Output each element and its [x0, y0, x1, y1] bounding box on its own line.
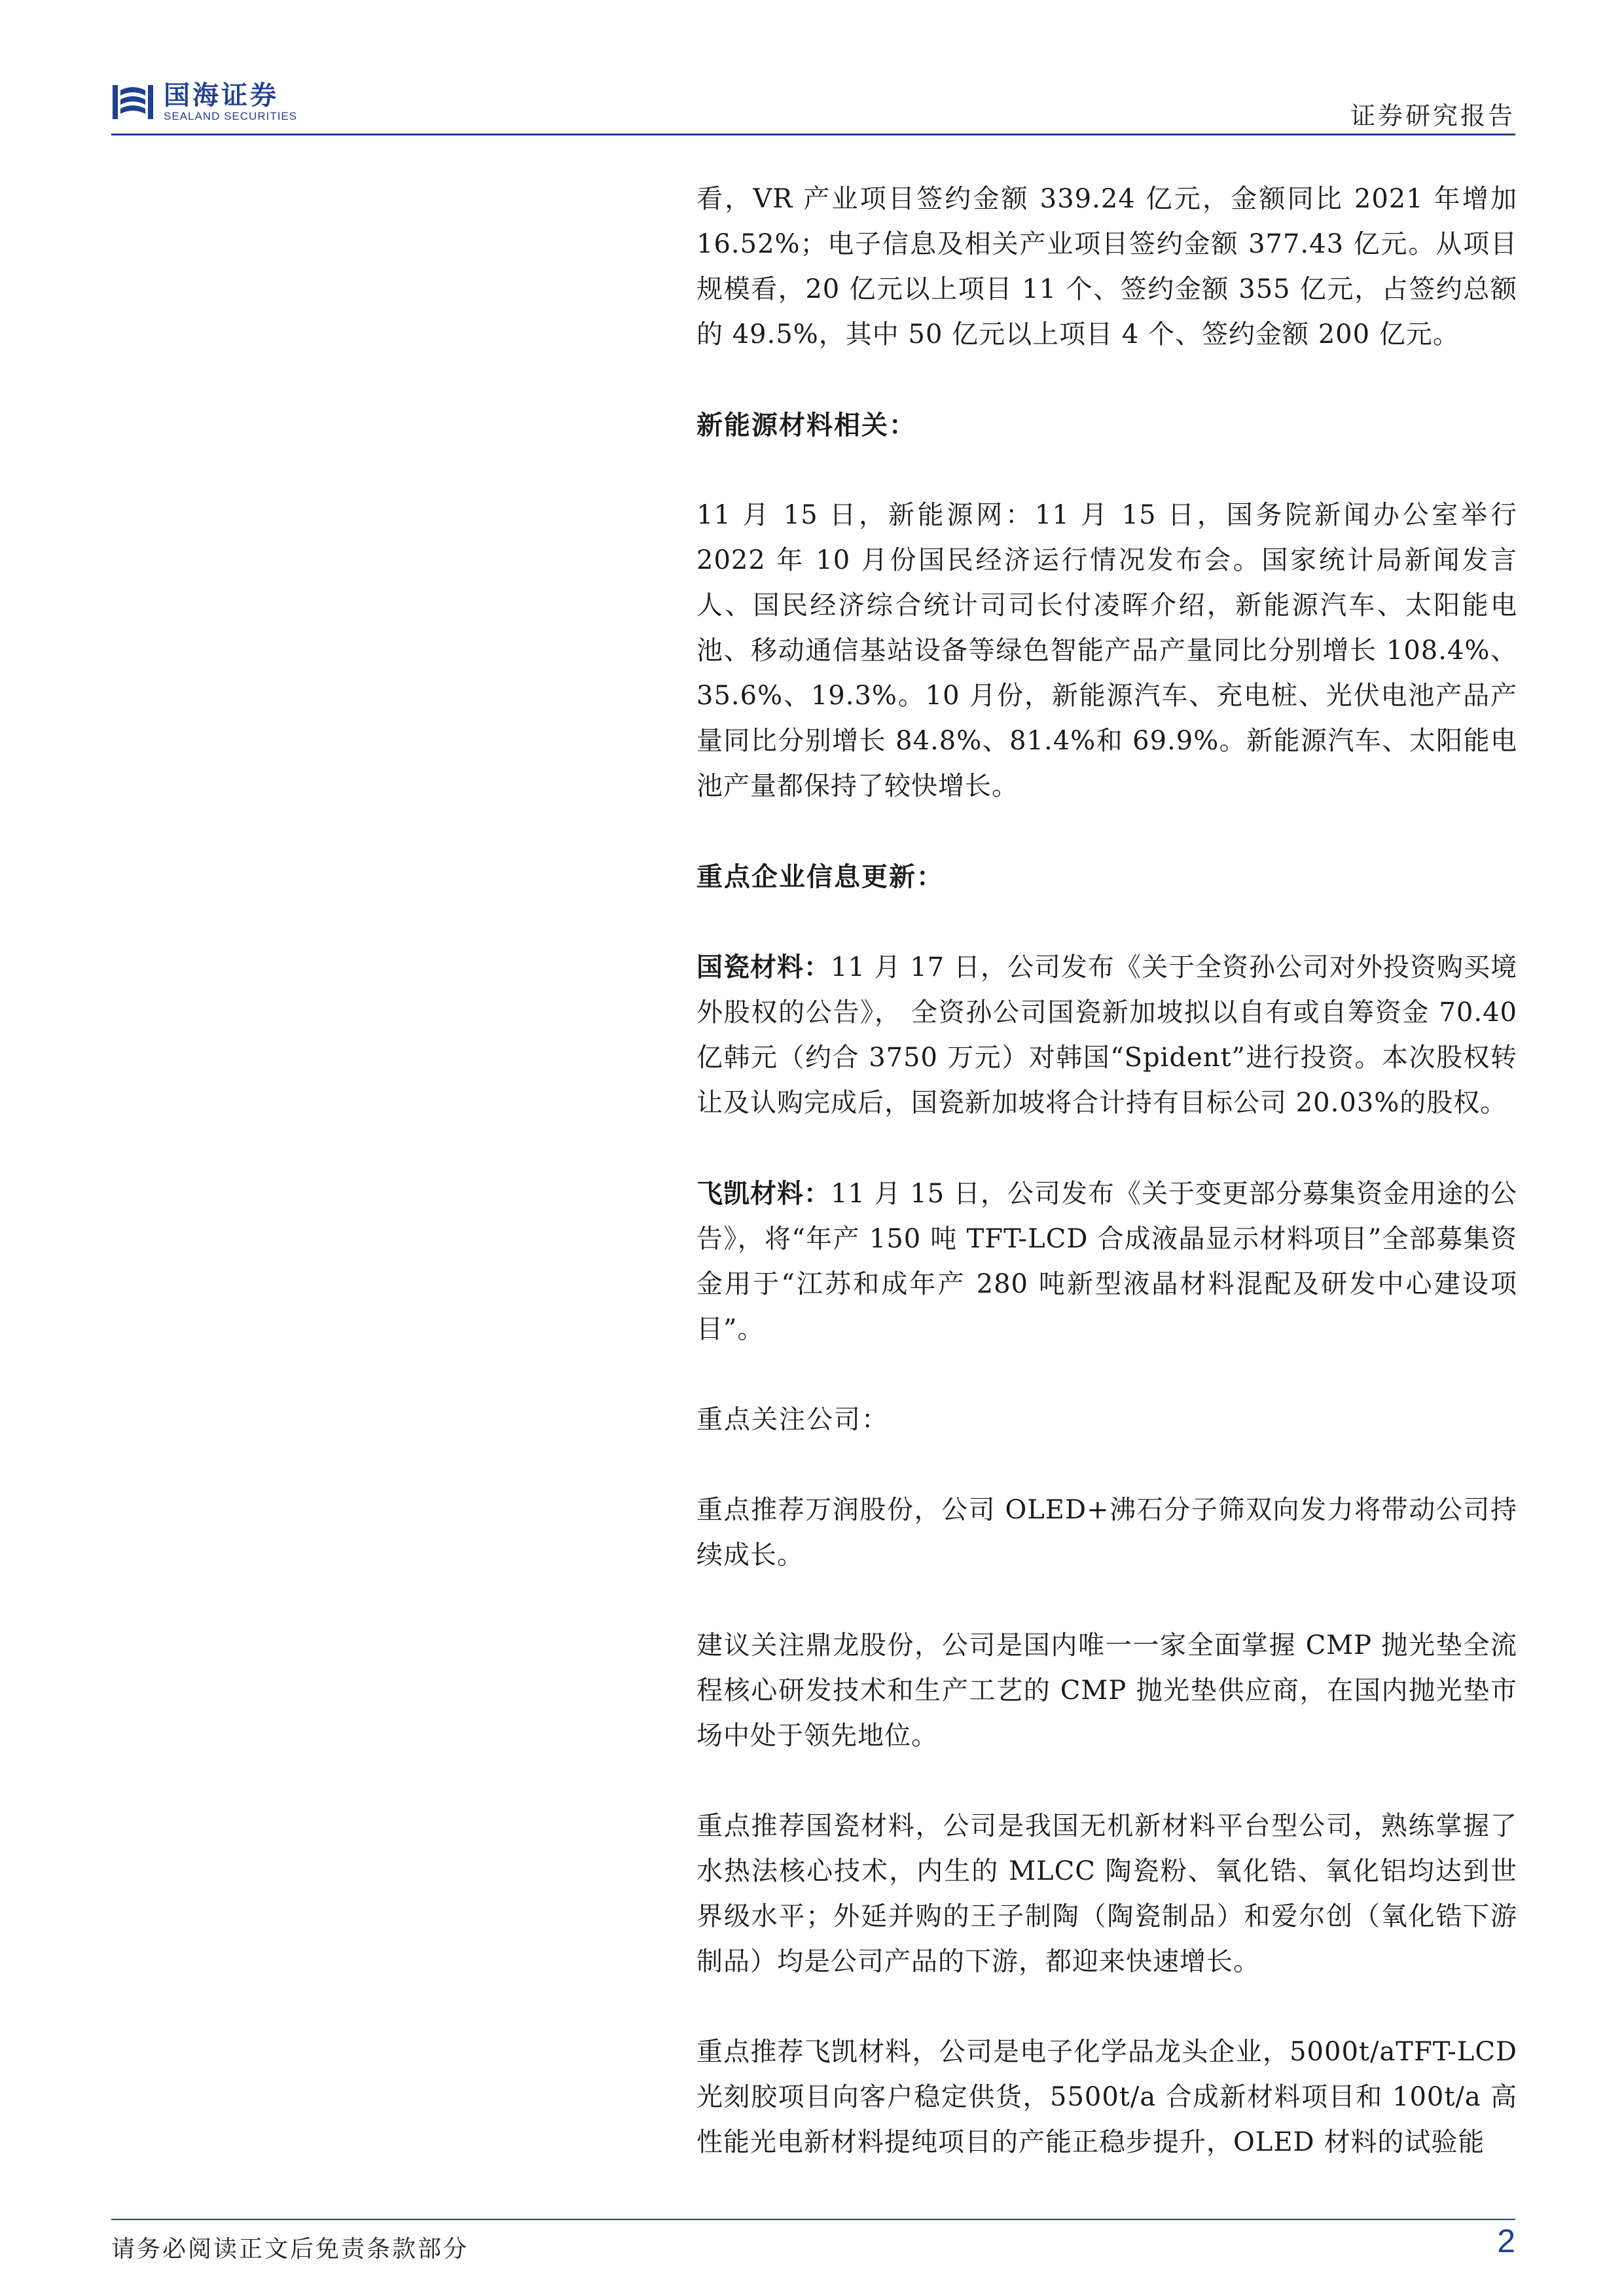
report-body: [696, 177, 1517, 2210]
section-heading-new-energy: 新能源材料相关：: [696, 410, 916, 440]
section-heading-focus: 重点关注公司：: [696, 1405, 889, 1435]
footer-divider: [111, 2219, 1515, 2220]
paragraph-feikai: [696, 1171, 1517, 1352]
paragraph-feikai-recommend: 重点推荐飞凯材料，公司是电子化学品龙头企业，5000t/aTFT-LCD 光刻胶项目向客户稳定供货，5500t/a 合成新材料项目和 100t/a 高性能光电新材料提纯项目的产能正稳步提升，OLED 材料的试验能: [696, 2037, 1517, 2157]
paragraph-guoci-recommend: 重点推荐国瓷材料，公司是我国无机新材料平台型公司，熟练掌握了水热法核心技术，内生的 MLCC 陶瓷粉、氧化锆、氧化铝均达到世界级水平；外延并购的王子制陶（陶瓷制品）和爱尔创（氧化锆下游制品）均是公司产品的下游，都迎来快速增长。: [696, 1811, 1517, 1977]
section-heading-company-updates: 重点企业信息更新：: [696, 861, 944, 892]
disclaimer-note: 请务必阅读正文后免责条款部分: [111, 2236, 469, 2263]
company-name-feikai: 飞凯材料：: [696, 1178, 831, 1209]
paragraph-vr-projects: 看，VR 产业项目签约金额 339.24 亿元，金额同比 2021 年增加 16.52%；电子信息及相关产业项目签约金额 377.43 亿元。从项目规模看，20 亿元以上项目 11 个、签约金额 355 亿元，占签约总额的 49.5%，其中 50 亿元以上项目 4 个、签约金额 200 亿元。: [696, 184, 1517, 350]
sealand-logo-icon: [111, 81, 154, 123]
page-number: 2: [1497, 2223, 1515, 2259]
report-type-label: 证券研究报告: [1350, 101, 1515, 130]
guoci-update-text: 11 月 17 日，公司发布《关于全资孙公司对外投资购买境外股权的公告》， 全资孙公司国瓷新加坡拟以自有或自筹资金 70.40 亿韩元（约合 3750 万元）对韩国“Spident”进行投资。本次股权转让及认购完成后，国瓷新加坡将合计持有目标公司 20.03%的股权。: [696, 952, 1517, 1118]
header-divider: [111, 134, 1515, 135]
paragraph-guoci: [696, 944, 1517, 1126]
logo-text-cn: 国海证券: [164, 81, 279, 111]
sealand-logo: [111, 76, 297, 128]
paragraph-new-energy: 11 月 15 日，新能源网：11 月 15 日，国务院新闻办公室举行 2022 年 10 月份国民经济运行情况发布会。国家统计局新闻发言人、国民经济综合统计司司长付凌晖介绍，新能源汽车、太阳能电池、移动通信基站设备等绿色智能产品产量同比分别增长 108.4%、35.6%、19.3%。10 月份，新能源汽车、充电桩、光伏电池产品产量同比分别增长 84.8%、81.4%和 69.9%。新能源汽车、太阳能电池产量都保持了较快增长。: [696, 500, 1517, 801]
company-name-guoci: 国瓷材料：: [696, 952, 831, 982]
page-header: [111, 73, 1515, 137]
feikai-update-text: 11 月 15 日，公司发布《关于变更部分募集资金用途的公告》，将“年产 150 吨 TFT-LCD 合成液晶显示材料项目”全部募集资金用于“江苏和成年产 280 吨新型液晶材料混配及研发中心建设项目”。: [696, 1179, 1517, 1344]
paragraph-wanrun: 重点推荐万润股份，公司 OLED+沸石分子筛双向发力将带动公司持续成长。: [696, 1495, 1517, 1570]
paragraph-dinglong: 建议关注鼎龙股份，公司是国内唯一一家全面掌握 CMP 抛光垫全流程核心研发技术和生产工艺的 CMP 抛光垫供应商，在国内抛光垫市场中处于领先地位。: [696, 1630, 1517, 1751]
logo-text-en: SEALAND SECURITIES: [164, 110, 298, 122]
